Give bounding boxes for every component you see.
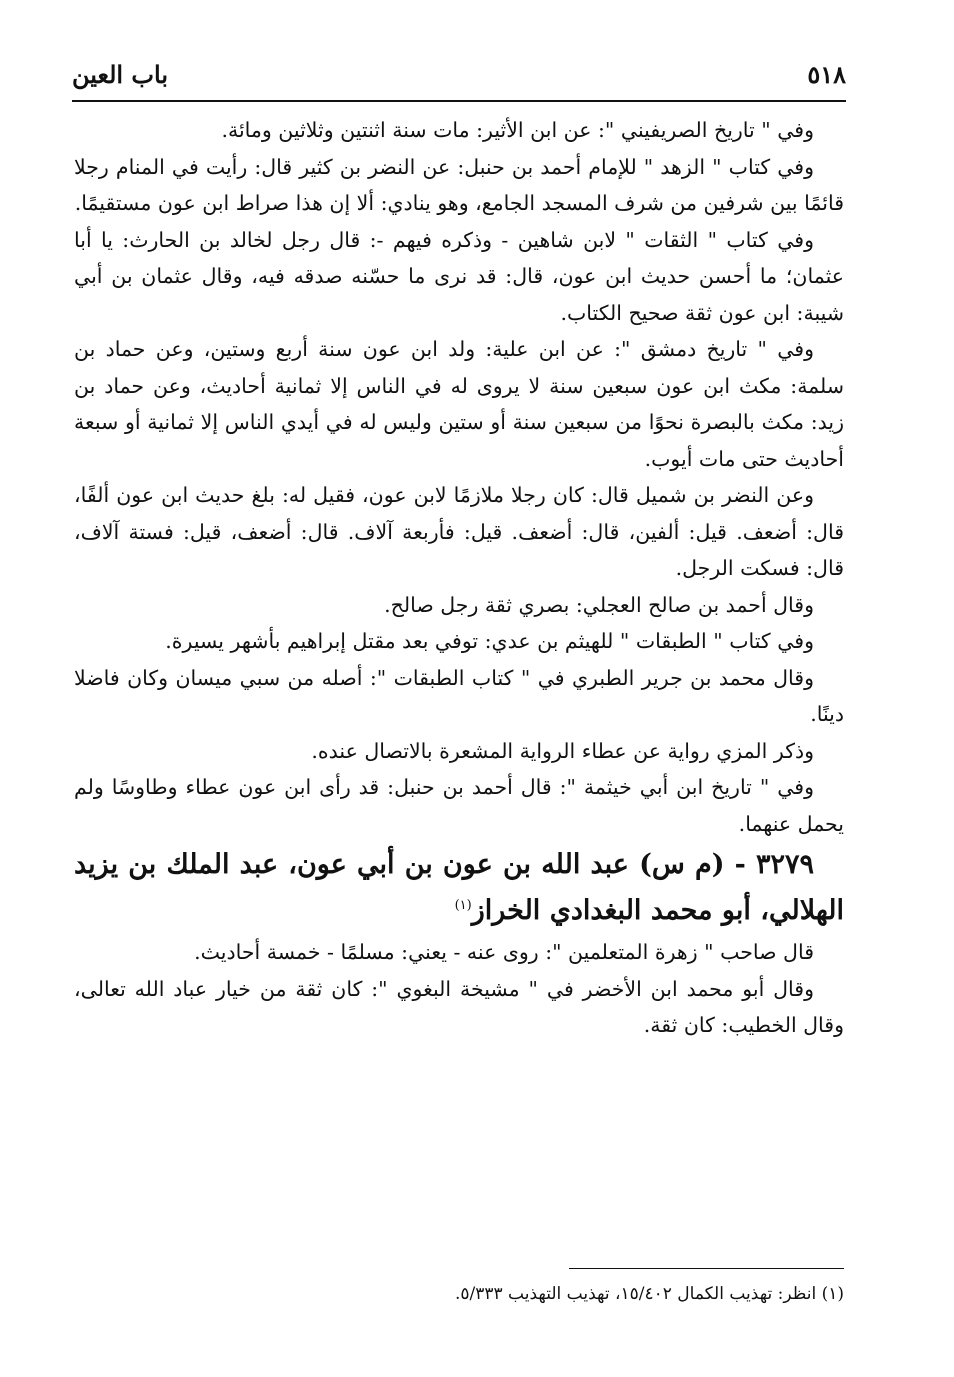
footnote: (١) انظر: تهذيب الكمال ١٥/٤٠٢، تهذيب التهذيب ٥/٣٣٣. xyxy=(454,1284,844,1304)
paragraph: وفي كتاب " الثقات " لابن شاهين - وذكره فيهم -: قال رجل لخالد بن الحارث: يا أبا عثمان؛ ما أحسن حديث ابن عون، قال: قد نرى ما حسّنه صدقه فيه، وقال عثمان بن أبي شيبة: ابن عون ثقة صحيح الكتاب. xyxy=(74,227,844,325)
paragraph: وفي " تاريخ ابن أبي خيثمة ": قال أحمد بن حنبل: قد رأى ابن عون عطاء وطاوسًا ولم يحمل عنهما. xyxy=(74,775,844,836)
paragraph: وذكر المزي رواية عن عطاء الرواية المشعرة بالاتصال عنده. xyxy=(311,738,814,763)
page-number: ٥١٨ xyxy=(807,59,846,89)
paragraph: وفي " تاريخ دمشق ": عن ابن علية: ولد ابن عون سنة أربع وستين، وعن حماد بن سلمة: مكث ابن عون سبعين سنة لا يروى له في الناس إلا ثمانية أحاديث، وعن حماد بن زيد: مكث بالبصرة نحوًا من سبعين سنة أو ستين وليس له في أيدي الناس إلا ثمانية أو سبعة أحاديث حتى مات أيوب. xyxy=(74,337,844,471)
chapter-title: باب العين xyxy=(72,59,169,89)
footnote-reference[interactable]: (١) xyxy=(454,898,472,913)
page-body xyxy=(74,112,844,1044)
page-header xyxy=(72,52,846,96)
header-divider xyxy=(72,100,846,102)
paragraph: وقال أحمد بن صالح العجلي: بصري ثقة رجل صالح. xyxy=(384,592,814,617)
footnote-divider xyxy=(569,1268,844,1269)
paragraph: وقال محمد بن جرير الطبري في " كتاب الطبقات ": أصله من سبي ميسان وكان فاضلا دينًا. xyxy=(74,665,844,726)
entry-heading xyxy=(74,842,844,934)
paragraph: وعن النضر بن شميل قال: كان رجلا ملازمًا لابن عون، فقيل له: بلغ حديث ابن عون ألفًا، قال: أضعف. قيل: ألفين، قال: أضعف. قيل: فأربعة آلاف. قال: أضعف، قيل: فستة آلاف، قال: فسكت الرجل. xyxy=(74,483,844,580)
paragraph: وفي كتاب " الطبقات " للهيثم بن عدي: توفي بعد مقتل إبراهيم بأشهر يسيرة. xyxy=(165,629,814,653)
paragraph: وقال أبو محمد ابن الأخضر في " مشيخة البغوي ": كان ثقة من خيار عباد الله تعالى، وقال الخطيب: كان ثقة. xyxy=(74,976,844,1037)
paragraph: قال صاحب " زهرة المتعلمين ": روى عنه - يعني: مسلمًا - خمسة أحاديث. xyxy=(194,940,814,964)
entry-title: ٣٢٧٩ - (م س) عبد الله بن عون بن أبي عون، عبد الملك بن يزيد الهلالي، أبو محمد البغدادي الخراز xyxy=(74,849,844,926)
paragraph: وفي كتاب " الزهد " للإمام أحمد بن حنبل: عن النضر بن كثير قال: رأيت في المنام رجلا قائمًا بين شرفين من شرف المسجد الجامع، وهو ينادي: ألا إن هذا صراط ابن عون مستقيمًا. xyxy=(74,154,844,215)
paragraph: وفي " تاريخ الصريفيني ": عن ابن الأثير: مات سنة اثنتين وثلاثين ومائة. xyxy=(221,118,814,142)
